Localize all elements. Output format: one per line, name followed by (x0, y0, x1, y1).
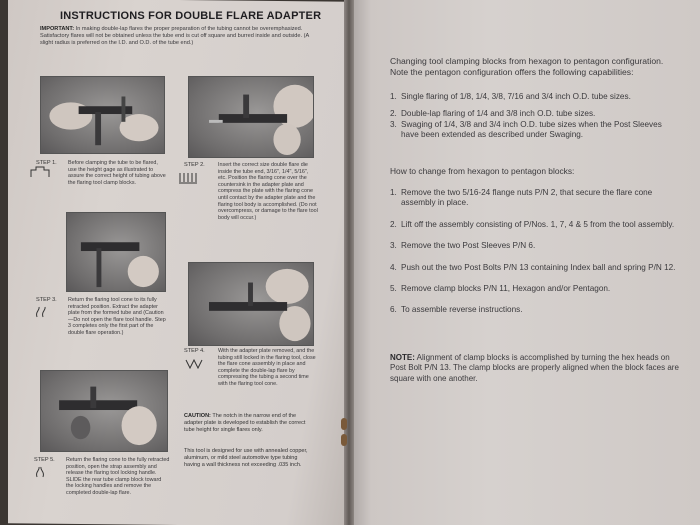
capabilities-list (390, 92, 680, 141)
step-1-text: Before clamping the tube to be flared, use the height gage as illustrated to assure the correct height of tubing above the flaring tool clamp blocks. (68, 160, 166, 186)
step-2-text: Insert the correct size double flare die inside the tube end, 3/16", 1/4", 5/16", etc. Position the flaring cone over the countersink in the adapter plate and compress the plate with the flaring cone until contact by the adapter plate and the flaring tool body is accomplished. (Do not overcompress, or damage to the flare tool body will occur.) (218, 162, 318, 221)
note-text: Alignment of clamp blocks is accomplished by turning the hex heads on Post Bolt P/N 13. The clamp blocks are properly aligned when the block faces are square with one another. (390, 353, 679, 383)
step-5-text: Return the flaring cone to the fully retracted position, open the strap assembly and release the flaring tool locking handle. SLIDE the rear tube clamp block toward the locking handles and remove the completed double-lap flare. (66, 457, 170, 496)
step-2-label: STEP 2. (184, 162, 205, 168)
list-item (390, 305, 680, 315)
step-3-text: Return the flaring tool cone to its fully retracted position. Extract the adapter plate from the formed tube and (Caution—Do not open the flare tool handle. Step 3 completes only the first part of the double flare operation.) (68, 297, 166, 336)
list-item-number: 5. (390, 284, 397, 294)
page-gutter (344, 0, 354, 525)
list-item (390, 241, 680, 251)
page-title: INSTRUCTIONS FOR DOUBLE FLARE ADAPTER (60, 10, 322, 22)
step-5-photo (40, 370, 168, 452)
list-item (390, 188, 680, 209)
binding-clip (341, 434, 347, 446)
important-notice (40, 26, 315, 47)
note-label: NOTE: (390, 353, 415, 362)
list-item-number: 1. (390, 188, 397, 197)
step-3-label: STEP 3. (36, 297, 57, 303)
list-item-number: 3. (390, 241, 397, 251)
list-item (390, 220, 680, 230)
binding-clip (341, 418, 347, 430)
list-item (390, 92, 680, 102)
step-4-text: With the adapter plate removed, and the tubing still locked in the flaring tool, close the flare cone assembly in place and complete the double-lap flare by compressing the tubing a second time with the flaring tool cone. (218, 348, 316, 387)
caution-notice (184, 413, 314, 433)
step-3-photo (66, 212, 166, 292)
list-item-text: Push out the two Post Bolts P/N 13 containing Index ball and spring P/N 12. (401, 262, 676, 272)
step-4-icon (184, 358, 204, 370)
alignment-note (390, 353, 680, 384)
list-item (390, 284, 680, 294)
list-item-text: Lift off the assembly consisting of P/Nos. 1, 7, 4 & 5 from the tool assembly. (401, 219, 675, 229)
pentagon-intro: Changing tool clamping blocks from hexagon to pentagon configuration. Note the pentagon configuration offers the following capabilities: (390, 56, 664, 77)
step-1-photo (40, 76, 165, 154)
list-item-text: To assemble reverse instructions. (401, 305, 523, 315)
step-1-icon (30, 166, 50, 178)
list-item-text: Remove the two 5/16-24 flange nuts P/N 2, that secure the flare cone assembly in place. (401, 188, 653, 208)
list-item-text: Double-lap flaring of 1/4 and 3/8 inch O.D. tube sizes. (401, 109, 596, 119)
list-item (390, 263, 680, 273)
list-item-number: 2. (390, 219, 397, 229)
list-item-text: Swaging of 1/4, 3/8 and 3/4 inch O.D. tube sizes when the Post Sleeves have been extended as described under Swaging. (401, 119, 662, 140)
tool-usage-note: This tool is designed for use with annealed copper, aluminum, or mild steel automotive type tubing having a wall thickness not exceeding .035 inch. (184, 448, 308, 468)
step-2-photo (188, 76, 314, 158)
list-item (390, 109, 680, 119)
step-5-label: STEP 5. (34, 457, 55, 463)
important-label: IMPORTANT: (40, 26, 75, 32)
how-to-steps (390, 188, 680, 316)
list-item (390, 120, 680, 141)
step-5-icon (34, 466, 54, 478)
step-1-label: STEP 1. (36, 160, 57, 166)
list-item-text: Remove the two Post Sleeves P/N 6. (401, 241, 536, 251)
step-4-label: STEP 4. (184, 348, 205, 354)
step-3-icon (34, 306, 54, 318)
list-item-number: 1. (390, 92, 397, 101)
important-text: In making double-lap flares the proper preparation of the tubing cannot be overemphasized. Satisfactory flares will not be obtained unless the tube end is cut off square and burred inside and outside. (A slight radius is preferred on the I.D. and O.D. of the tube end.) (40, 26, 309, 46)
list-item-number: 6. (390, 305, 397, 315)
how-to-heading: How to change from hexagon to pentagon blocks: (390, 166, 575, 176)
list-item-number: 2. (390, 109, 397, 119)
list-item-number: 4. (390, 262, 397, 272)
list-item-number: 3. (390, 119, 397, 129)
step-4-photo (188, 262, 314, 346)
step-2-icon (178, 172, 198, 184)
list-item-text: Remove clamp blocks P/N 11, Hexagon and/or Pentagon. (401, 284, 611, 294)
list-item-text: Single flaring of 1/8, 1/4, 3/8, 7/16 and 3/4 inch O.D. tube sizes. (401, 92, 631, 101)
caution-label: CAUTION: (184, 413, 211, 419)
caution-text: The notch in the narrow end of the adapter plate is developed to establish the correct tube height for single flares only. (184, 413, 306, 433)
